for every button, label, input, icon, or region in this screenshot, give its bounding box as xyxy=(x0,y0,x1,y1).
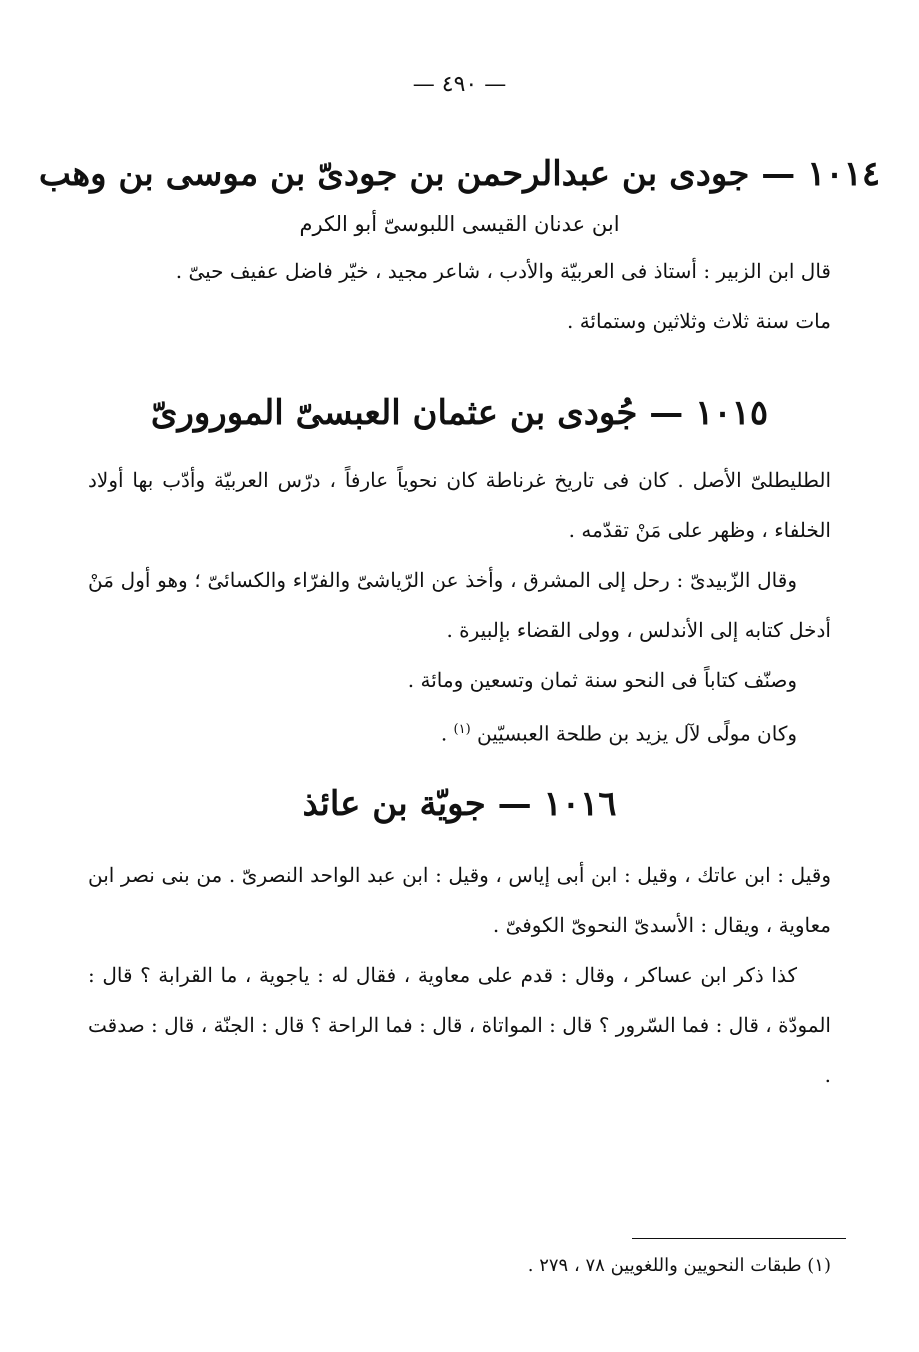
paragraph: كذا ذكر ابن عساكر ، وقال : قدم على معاوية ، فقال له : ياجوية ، ما القرابة ؟ قال : المودّة ، قال : فما السّرور ؟ قال : المواتاة ، قال : فما الراحة ؟ قال : الجنّة ، قال : صدقت . xyxy=(88,963,831,1087)
paragraph: مات سنة ثلاث وثلاثين وستمائة . xyxy=(566,309,831,333)
entry-title: ١٠١٦ — جويّة بن عائذ xyxy=(302,784,617,824)
paragraph: وقال الزّبيدىّ : رحل إلى المشرق ، وأخذ عن الرّياشىّ والفرّاء والكسائىّ ؛ وهو أول مَنْ أدخل كتابه إلى الأندلس ، وولى القضاء بإلبيرة . xyxy=(88,568,831,642)
entry-1015 xyxy=(0,385,919,759)
paragraph: وصنّف كتاباً فى النحو سنة ثمان وتسعين ومائة . xyxy=(407,668,797,692)
entry-title: ١٠١٤ — جودى بن عبدالرحمن بن جودىّ بن موسى بن وهب xyxy=(38,154,881,194)
paragraph: وكان مولًى لآل يزيد بن طلحة العبسيّين $^{(١)}$ . xyxy=(440,721,797,746)
entry-1014 xyxy=(0,146,919,346)
paragraph: قال ابن الزبير : أستاذ فى العربيّة والأدب ، شاعر مجيد ، خيّر فاضل عفيف حيىّ . xyxy=(175,259,831,283)
footnote-divider xyxy=(632,1238,846,1239)
footnote: (١) طبقات النحويين واللغويين ٧٨ ، ٢٧٩ . xyxy=(527,1255,831,1276)
paragraph-text: وكان مولًى لآل يزيد بن طلحة العبسيّين xyxy=(477,721,797,746)
footnote-reference: (١) xyxy=(453,722,471,737)
page-number: — ٤٩٠ — xyxy=(412,72,507,97)
paragraph: الطليطلىّ الأصل . كان فى تاريخ غرناطة كان نحوياً عارفاً ، درّس العربيّة وأدّب بها أولاد الخلفاء ، وظهر على مَنْ تقدّمه . xyxy=(88,468,831,542)
entry-1016 xyxy=(0,776,919,1100)
entry-title: ١٠١٥ — جُودى بن عثمان العبسىّ المورورىّ xyxy=(150,393,769,433)
paragraph: وقيل : ابن عاتك ، وقيل : ابن أبى إياس ، وقيل : ابن عبد الواحد النصرىّ . من بنى نصر ابن معاوية ، ويقال : الأسدىّ النحوىّ الكوفىّ . xyxy=(88,863,831,937)
entry-subtitle: ابن عدنان القيسى اللبوسىّ أبو الكرم xyxy=(299,212,620,236)
